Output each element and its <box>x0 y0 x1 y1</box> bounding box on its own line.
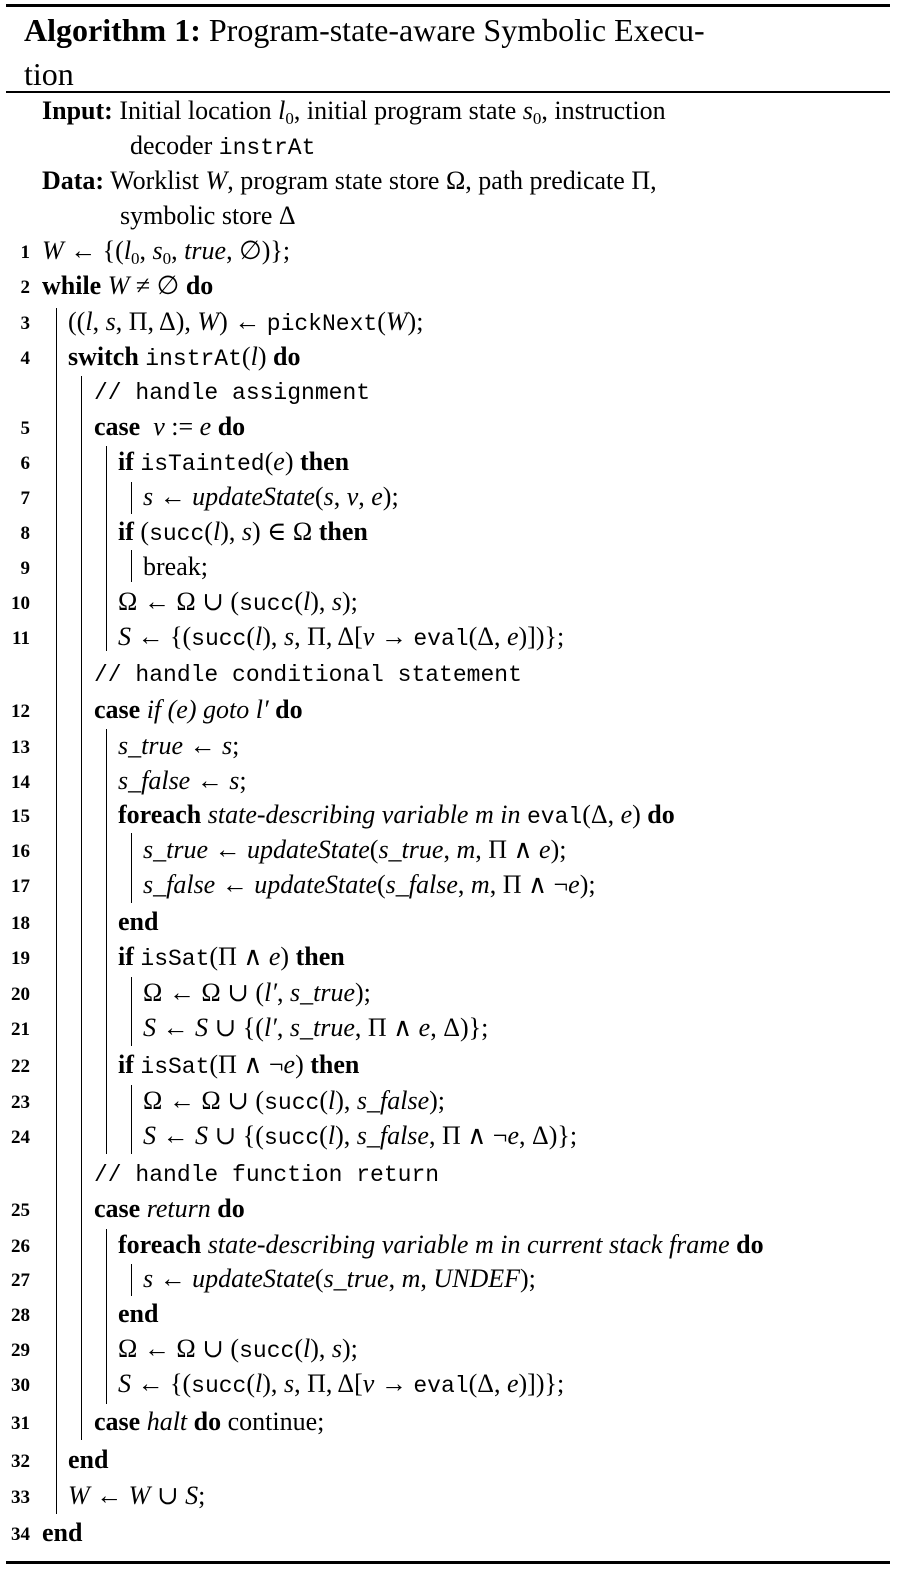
code-line-4: switch instrAt(l) do <box>68 342 301 372</box>
code-line-29: Ω ← Ω ∪ (succ(l), s); <box>118 1334 358 1364</box>
line-number: 21 <box>11 1019 30 1040</box>
block-bar-if-sat <box>131 977 132 1046</box>
code-line-28: end <box>118 1299 159 1328</box>
code-line-13: s_true ← s; <box>118 731 240 760</box>
code-line-19: if isSat(Π ∧ e) then <box>118 942 345 972</box>
block-bar-case-assign <box>106 446 107 651</box>
code-line-15: foreach state-describing variable m in eval(Δ, e) do <box>118 800 675 830</box>
code-line-32: end <box>68 1445 109 1474</box>
line-number: 11 <box>12 628 30 649</box>
algorithm-title <box>24 8 824 96</box>
code-line-16: s_true ← updateState(s_true, m, Π ∧ e); <box>143 835 567 864</box>
line-number: 5 <box>20 418 30 439</box>
line-number: 31 <box>11 1413 30 1434</box>
code-line-26: foreach state-describing variable m in current stack frame do <box>118 1230 764 1259</box>
comment-conditional: // handle conditional statement <box>94 662 522 688</box>
code-line-24: S ← S ∪ {(succ(l), s_false, Π ∧ ¬e, Δ)}; <box>143 1121 578 1151</box>
block-bar-case-return <box>106 1229 107 1404</box>
line-number: 17 <box>11 876 30 897</box>
line-number: 16 <box>11 841 30 862</box>
line-number: 1 <box>20 242 30 263</box>
line-number: 33 <box>11 1487 30 1508</box>
input-label: Input: <box>42 96 113 125</box>
code-line-17: s_false ← updateState(s_false, m, Π ∧ ¬e); <box>143 870 596 899</box>
code-line-22: if isSat(Π ∧ ¬e) then <box>118 1050 360 1080</box>
line-number: 18 <box>11 913 30 934</box>
line-number: 2 <box>20 277 30 298</box>
code-line-27: s ← updateState(s_true, m, UNDEF); <box>143 1264 536 1293</box>
code-line-7: s ← updateState(s, v, e); <box>143 482 399 511</box>
code-line-34: end <box>42 1518 83 1547</box>
code-line-11: S ← {(succ(l), s, Π, Δ[v → eval(Δ, e)])}; <box>118 622 565 652</box>
code-line-14: s_false ← s; <box>118 766 247 795</box>
code-line-33: W ← W ∪ S; <box>68 1481 206 1510</box>
line-number: 26 <box>11 1236 30 1257</box>
input-line: Input: Initial location $l_0$, initial program state $s_0$, instruction <box>42 96 666 128</box>
line-number: 22 <box>11 1056 30 1077</box>
code-line-6: if isTainted(e) then <box>118 447 350 477</box>
line-number: 34 <box>11 1524 30 1545</box>
line-number: 15 <box>11 806 30 827</box>
line-number: 13 <box>11 737 30 758</box>
block-bar-if-tainted <box>131 482 132 514</box>
line-number: 4 <box>20 348 30 369</box>
block-bar-foreach-2 <box>131 1264 132 1296</box>
block-bar-foreach-1 <box>131 833 132 903</box>
code-line-12: case if (e) goto l′ do <box>94 695 303 724</box>
code-line-31: case halt do continue; <box>94 1407 325 1436</box>
code-line-9: break; <box>143 552 208 581</box>
code-line-3: ((l, s, Π, Δ), W) ← pickNext(W); <box>68 307 424 337</box>
code-line-23: Ω ← Ω ∪ (succ(l), s_false); <box>143 1086 446 1116</box>
line-number: 32 <box>11 1451 30 1472</box>
line-number: 12 <box>11 701 30 722</box>
line-number: 30 <box>11 1375 30 1396</box>
code-line-18: end <box>118 907 159 936</box>
algorithm-label: Algorithm 1: <box>24 12 201 48</box>
comment-return: // handle function return <box>94 1162 440 1188</box>
code-line-5: case v := e do <box>94 412 246 441</box>
line-number: 6 <box>20 453 30 474</box>
code-line-20: Ω ← Ω ∪ (l′, s_true); <box>143 978 371 1007</box>
code-line-2: while W ≠ ∅ do <box>42 271 214 300</box>
line-number: 28 <box>11 1305 30 1326</box>
line-number: 19 <box>11 948 30 969</box>
block-bar-while <box>56 308 57 1514</box>
block-bar-if-omega <box>131 550 132 582</box>
comment-assignment: // handle assignment <box>94 380 371 406</box>
line-number: 20 <box>11 984 30 1005</box>
block-bar-switch <box>81 376 82 1440</box>
line-number: 10 <box>11 593 30 614</box>
data-line: Data: Worklist W, program state store Ω, path predicate Π, <box>42 166 657 195</box>
code-line-10: Ω ← Ω ∪ (succ(l), s); <box>118 587 358 617</box>
block-bar-if-sat-neg <box>131 1085 132 1154</box>
line-number: 24 <box>11 1127 30 1148</box>
algorithm-title-text: Program-state-aware Symbolic Execu- <box>208 12 705 48</box>
line-number: 9 <box>20 558 30 579</box>
code-line-30: S ← {(succ(l), s, Π, Δ[v → eval(Δ, e)])}; <box>118 1369 565 1399</box>
code-line-8: if (succ(l), s) ∈ Ω then <box>118 517 368 547</box>
line-number: 7 <box>20 488 30 509</box>
algorithm-title-continued: tion <box>24 56 74 92</box>
input-line-2: decoder instrAt <box>130 131 316 161</box>
data-label: Data: <box>42 166 105 195</box>
line-number: 29 <box>11 1340 30 1361</box>
bottom-rule <box>6 1561 890 1564</box>
data-line-2: symbolic store Δ <box>120 201 296 230</box>
line-number: 25 <box>11 1200 30 1221</box>
line-number: 8 <box>20 523 30 544</box>
code-line-21: S ← S ∪ {(l′, s_true, Π ∧ e, Δ)}; <box>143 1013 489 1042</box>
line-number: 3 <box>20 313 30 334</box>
line-number: 23 <box>11 1092 30 1113</box>
top-rule <box>6 4 890 7</box>
block-bar-case-if <box>106 729 107 1154</box>
line-number: 14 <box>11 772 30 793</box>
line-number: 27 <box>11 1270 30 1291</box>
code-line-25: case return do <box>94 1194 245 1223</box>
code-line-1: W ← {($l_0$, $s_0$, true, ∅)}; <box>42 236 291 268</box>
